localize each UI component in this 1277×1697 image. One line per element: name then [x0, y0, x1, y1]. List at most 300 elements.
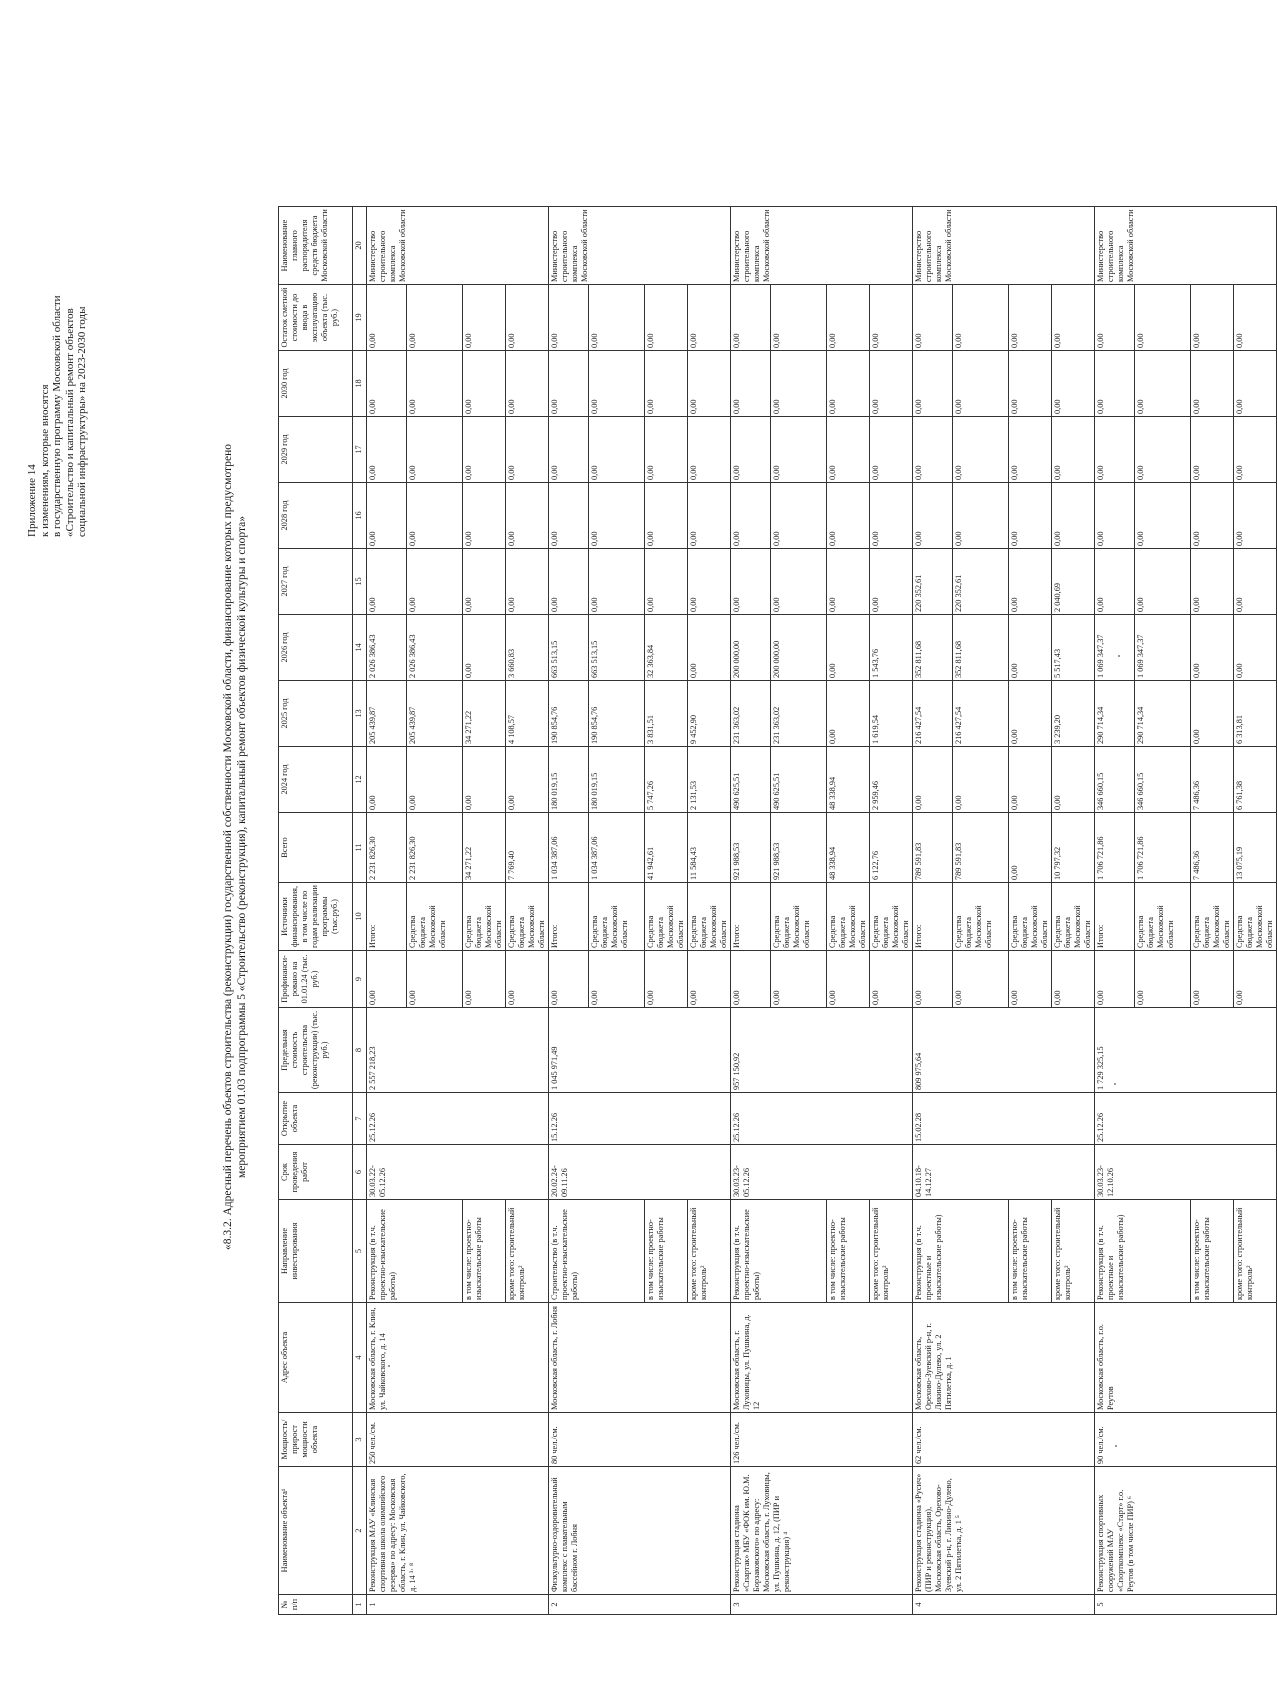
table-header-row — [279, 207, 353, 1615]
table-row — [1095, 207, 1135, 1615]
amount-cell: 352 811,68 — [913, 615, 953, 681]
amount-cell: 0,00 — [1009, 483, 1052, 549]
amount-cell: 0,00 — [549, 549, 589, 615]
amount-cell: 0,00 — [589, 285, 645, 351]
funding-source: Средства бюджета Московской области — [870, 883, 913, 951]
appendix-header — [26, 295, 89, 537]
amount-cell: 0,00 — [731, 285, 771, 351]
amount-cell: 1 706 721,86 — [1135, 813, 1191, 883]
amount-cell: 490 625,51 — [731, 747, 771, 813]
financed-amount: 0,00 — [771, 951, 827, 1008]
column-number: 4 — [353, 1303, 367, 1413]
budget-distributor: Министерство строительного комплекса Московской области — [731, 207, 913, 285]
object-address: Московская область, г. Клин, ул. Чайковского, д. 14 — [367, 1303, 549, 1413]
work-period: 20.02.24-09.11.26 — [549, 1145, 731, 1200]
amount-cell: 10 797,32 — [1052, 813, 1095, 883]
amount-cell: 346 660,15 — [1135, 747, 1191, 813]
investment-direction: в том числе: проектно-изыскательские работы — [645, 1200, 688, 1303]
amount-cell: 0,00 — [870, 351, 913, 417]
amount-cell: 0,00 — [1009, 549, 1052, 615]
object-address: Московская область, г. Луховицы, ул. Пушкина, д. 12 — [731, 1303, 913, 1413]
amount-cell: 2 131,53 — [688, 747, 731, 813]
amount-cell: 0,00 — [1191, 351, 1234, 417]
column-number: 1 — [353, 1595, 367, 1615]
table-row — [913, 207, 953, 1615]
funding-source: Итого: — [549, 883, 589, 951]
amount-cell: 7 769,40 — [506, 813, 549, 883]
column-number: 8 — [353, 1008, 367, 1093]
amount-cell: 0,00 — [1009, 747, 1052, 813]
header-line: Приложение 14 — [26, 464, 38, 537]
amount-cell: 0,00 — [407, 747, 463, 813]
object-capacity: 90 чел./см. — [1095, 1413, 1277, 1467]
object-capacity: 250 чел./см. — [367, 1413, 549, 1467]
financed-amount: 0,00 — [589, 951, 645, 1008]
amount-cell: 34 271,22 — [463, 813, 506, 883]
column-header: Предельная стоимость строительства (реконструкции) (тыс. руб.) — [279, 1008, 353, 1093]
funding-source: Средства бюджета Московской области — [463, 883, 506, 951]
amount-cell: 2 040,69 — [1052, 549, 1095, 615]
column-header: Наименование объекта¹ — [279, 1467, 353, 1595]
column-number: 19 — [353, 285, 367, 351]
object-address: Московская область, Орехово-Зуевский р-н, г. Ликино-Дулево, ул. 2 Пятилетка, д. 1 — [913, 1303, 1095, 1413]
amount-cell: 0,00 — [645, 351, 688, 417]
amount-cell: 0,00 — [731, 483, 771, 549]
column-number: 5 — [353, 1200, 367, 1303]
amount-cell: 7 486,36 — [1191, 747, 1234, 813]
funding-source: Средства бюджета Московской области — [1009, 883, 1052, 951]
table-row — [367, 207, 407, 1615]
amount-cell: 0,00 — [645, 417, 688, 483]
amount-cell: 290 714,34 — [1095, 681, 1135, 747]
amount-cell: 0,00 — [589, 417, 645, 483]
amount-cell: 0,00 — [367, 351, 407, 417]
column-header: 2030 год — [279, 351, 353, 417]
funding-source: Итого: — [367, 883, 407, 951]
amount-cell: 0,00 — [1095, 351, 1135, 417]
object-opening: 25.12.26 — [731, 1093, 913, 1145]
amount-cell: 1 619,54 — [870, 681, 913, 747]
amount-cell: 0,00 — [463, 747, 506, 813]
object-number: 4 — [913, 1595, 1095, 1615]
column-number: 2 — [353, 1467, 367, 1595]
amount-cell: 2 026 386,43 — [407, 615, 463, 681]
limit-cost: 2 557 218,23 — [367, 1008, 549, 1093]
amount-cell: 0,00 — [645, 285, 688, 351]
amount-cell: 0,00 — [771, 285, 827, 351]
amount-cell: 0,00 — [953, 483, 1009, 549]
amount-cell: 0,00 — [731, 417, 771, 483]
amount-cell: 0,00 — [870, 483, 913, 549]
column-number: 6 — [353, 1145, 367, 1200]
amount-cell: 0,00 — [1009, 417, 1052, 483]
work-period: 30.03.22-05.12.26 — [367, 1145, 549, 1200]
column-number: 17 — [353, 417, 367, 483]
financed-amount: 0,00 — [1095, 951, 1135, 1008]
amount-cell: 0,00 — [589, 351, 645, 417]
amount-cell: 0,00 — [589, 549, 645, 615]
amount-cell: 0,00 — [645, 549, 688, 615]
amount-cell: 663 513,15 — [549, 615, 589, 681]
amount-cell: 231 363,02 — [731, 681, 771, 747]
object-capacity: 62 чел./см. — [913, 1413, 1095, 1467]
amount-cell: 490 625,51 — [771, 747, 827, 813]
amount-cell: 0,00 — [549, 417, 589, 483]
address-list-table — [278, 206, 1277, 1615]
amount-cell: 0,00 — [1234, 615, 1277, 681]
financed-amount: 0,00 — [870, 951, 913, 1008]
amount-cell: 0,00 — [1052, 747, 1095, 813]
amount-cell: 0,00 — [771, 351, 827, 417]
amount-cell: 220 352,61 — [953, 549, 1009, 615]
amount-cell: 180 019,15 — [589, 747, 645, 813]
limit-cost: 1 045 971,49 — [549, 1008, 731, 1093]
amount-cell: 0,00 — [549, 351, 589, 417]
amount-cell: 2 959,46 — [870, 747, 913, 813]
header-line: социальной инфраструктуры» на 2023-2030 годы — [76, 306, 88, 537]
amount-cell: 0,00 — [688, 549, 731, 615]
amount-cell: 0,00 — [688, 351, 731, 417]
column-number: 10 — [353, 883, 367, 951]
amount-cell: 0,00 — [1191, 549, 1234, 615]
column-header: № п/п — [279, 1595, 353, 1615]
column-header: Наименование главного распорядителя средств бюджета Московской области — [279, 207, 353, 285]
amount-cell: 0,00 — [771, 483, 827, 549]
investment-direction: Реконструкция (в т.ч. проектно-изыскательские работы) — [367, 1200, 463, 1303]
column-header: Источники финансирования, в том числе по годам реализации программы (тыс.руб.) — [279, 883, 353, 951]
amount-cell: 1 034 387,06 — [589, 813, 645, 883]
amount-cell: 0,00 — [407, 351, 463, 417]
investment-direction: Реконструкция (в т.ч. проектно-изыскательские работы) — [731, 1200, 827, 1303]
amount-cell: 0,00 — [1135, 483, 1191, 549]
amount-cell: 0,00 — [771, 417, 827, 483]
column-number: 9 — [353, 951, 367, 1008]
amount-cell: 9 452,90 — [688, 681, 731, 747]
funding-source: Средства бюджета Московской области — [1191, 883, 1234, 951]
investment-direction: кроме того: строительный контроль² — [1234, 1200, 1277, 1303]
budget-distributor: Министерство строительного комплекса Московской области — [913, 207, 1095, 285]
budget-distributor: Министерство строительного комплекса Московской области — [367, 207, 549, 285]
column-header: 2028 год — [279, 483, 353, 549]
amount-cell: 0,00 — [407, 483, 463, 549]
investment-direction: кроме того: строительный контроль² — [688, 1200, 731, 1303]
financed-amount: 0,00 — [1191, 951, 1234, 1008]
column-header: Всего — [279, 813, 353, 883]
amount-cell: 216 427,54 — [953, 681, 1009, 747]
amount-cell: 0,00 — [463, 417, 506, 483]
financed-amount: 0,00 — [688, 951, 731, 1008]
amount-cell: 0,00 — [870, 285, 913, 351]
amount-cell: 1 069 347,37 — [1135, 615, 1191, 681]
amount-cell: 346 660,15 — [1095, 747, 1135, 813]
object-capacity: 80 чел./см. — [549, 1413, 731, 1467]
investment-direction: в том числе: проектно-изыскательские работы — [827, 1200, 870, 1303]
column-header: Открытие объекта — [279, 1093, 353, 1145]
object-opening: 25.12.26 — [367, 1093, 549, 1145]
financed-amount: 0,00 — [506, 951, 549, 1008]
financed-amount: 0,00 — [731, 951, 771, 1008]
funding-source: Итого: — [731, 883, 771, 951]
funding-source: Средства бюджета Московской области — [688, 883, 731, 951]
amount-cell: 0,00 — [1234, 417, 1277, 483]
header-line: «Строительство и капитальный ремонт объектов — [63, 308, 76, 537]
amount-cell: 180 019,15 — [549, 747, 589, 813]
table-row — [731, 207, 771, 1615]
investment-direction: в том числе: проектно-изыскательские работы — [1009, 1200, 1052, 1303]
object-name: Реконструкция спортивных сооружений МАУ «Спорткомплекс «Старт» г.о. Реутов (в том числе ПИР) ⁶ — [1095, 1467, 1277, 1595]
amount-cell: 0,00 — [827, 681, 870, 747]
amount-cell: 0,00 — [463, 615, 506, 681]
financed-amount: 0,00 — [367, 951, 407, 1008]
amount-cell: 0,00 — [463, 351, 506, 417]
financed-amount: 0,00 — [1234, 951, 1277, 1008]
amount-cell: 3 660,83 — [506, 615, 549, 681]
amount-cell: 0,00 — [1135, 285, 1191, 351]
amount-cell: 789 591,83 — [913, 813, 953, 883]
amount-cell: 0,00 — [506, 417, 549, 483]
scan-speck — [388, 1365, 390, 1367]
object-name: Реконструкция стадиона «Спартак» МБУ «ФОК им. Ю.М. Борзаковского» по адресу: Московская область, г. Луховицы, ул. Пушкина, д. 12, (ПИР и реконструкция) ⁴ — [731, 1467, 913, 1595]
column-number-row — [353, 207, 367, 1615]
investment-direction: в том числе: проектно-изыскательские работы — [1191, 1200, 1234, 1303]
amount-cell: 0,00 — [506, 483, 549, 549]
column-number: 3 — [353, 1413, 367, 1467]
investment-direction: Реконструкция (в т.ч. проектные и изыскательские работы) — [1095, 1200, 1191, 1303]
column-header: 2027 год — [279, 549, 353, 615]
amount-cell: 5 747,26 — [645, 747, 688, 813]
amount-cell: 0,00 — [827, 615, 870, 681]
amount-cell: 0,00 — [771, 549, 827, 615]
financed-amount: 0,00 — [645, 951, 688, 1008]
funding-source: Средства бюджета Московской области — [645, 883, 688, 951]
amount-cell: 0,00 — [1052, 483, 1095, 549]
object-opening: 15.02.28 — [913, 1093, 1095, 1145]
funding-source: Средства бюджета Московской области — [1234, 883, 1277, 951]
amount-cell: 0,00 — [827, 483, 870, 549]
amount-cell: 1 069 347,37 — [1095, 615, 1135, 681]
object-name: Реконструкция стадиона «Русич» (ПИР и реконструкция), Московская область, Орехово-Зуевский р-н, г. Ликино-Дулево, ул. 2 Пятилетка, д. 1 ⁵ — [913, 1467, 1095, 1595]
amount-cell: 0,00 — [506, 351, 549, 417]
funding-source: Средства бюджета Московской области — [771, 883, 827, 951]
amount-cell: 48 338,94 — [827, 747, 870, 813]
financed-amount: 0,00 — [953, 951, 1009, 1008]
scan-speck — [1114, 1083, 1116, 1085]
work-period: 30.03.23-05.12.26 — [731, 1145, 913, 1200]
column-number: 11 — [353, 813, 367, 883]
column-header: 2026 год — [279, 615, 353, 681]
financed-amount: 0,00 — [1052, 951, 1095, 1008]
amount-cell: 48 338,94 — [827, 813, 870, 883]
investment-direction: кроме того: строительный контроль² — [1052, 1200, 1095, 1303]
scan-speck — [1118, 655, 1120, 657]
amount-cell: 0,00 — [870, 549, 913, 615]
amount-cell: 0,00 — [1095, 285, 1135, 351]
amount-cell: 6 313,81 — [1234, 681, 1277, 747]
funding-source: Средства бюджета Московской области — [589, 883, 645, 951]
amount-cell: 0,00 — [913, 351, 953, 417]
header-line: к изменениям, которые вносятся — [38, 384, 51, 537]
financed-amount: 0,00 — [827, 951, 870, 1008]
object-opening: 25.12.26 — [1095, 1093, 1277, 1145]
amount-cell: 0,00 — [367, 747, 407, 813]
work-period: 04.10.18-14.12.27 — [913, 1145, 1095, 1200]
funding-source: Средства бюджета Московской области — [1052, 883, 1095, 951]
amount-cell: 1 543,76 — [870, 615, 913, 681]
investment-direction: кроме того: строительный контроль² — [870, 1200, 913, 1303]
column-number: 13 — [353, 681, 367, 747]
amount-cell: 0,00 — [731, 351, 771, 417]
amount-cell: 0,00 — [463, 285, 506, 351]
amount-cell: 0,00 — [953, 747, 1009, 813]
amount-cell: 32 363,84 — [645, 615, 688, 681]
amount-cell: 0,00 — [688, 483, 731, 549]
amount-cell: 352 811,68 — [953, 615, 1009, 681]
amount-cell: 0,00 — [731, 549, 771, 615]
scan-speck — [1115, 1445, 1117, 1447]
amount-cell: 0,00 — [827, 351, 870, 417]
funding-source: Средства бюджета Московской области — [953, 883, 1009, 951]
object-opening: 15.12.26 — [549, 1093, 731, 1145]
financed-amount: 0,00 — [463, 951, 506, 1008]
funding-source: Средства бюджета Московской области — [407, 883, 463, 951]
amount-cell: 200 000,00 — [731, 615, 771, 681]
amount-cell: 0,00 — [913, 747, 953, 813]
amount-cell: 0,00 — [463, 549, 506, 615]
amount-cell: 0,00 — [1009, 681, 1052, 747]
object-address: Московская область, г.о. Реутов — [1095, 1303, 1277, 1413]
amount-cell: 0,00 — [1234, 351, 1277, 417]
amount-cell: 0,00 — [1052, 351, 1095, 417]
amount-cell: 0,00 — [1234, 549, 1277, 615]
column-header: 2024 год — [279, 747, 353, 813]
amount-cell: 205 439,87 — [367, 681, 407, 747]
amount-cell: 4 108,57 — [506, 681, 549, 747]
amount-cell: 205 439,87 — [407, 681, 463, 747]
column-number: 12 — [353, 747, 367, 813]
table-row — [549, 207, 589, 1615]
amount-cell: 0,00 — [1191, 417, 1234, 483]
financed-amount: 0,00 — [549, 951, 589, 1008]
amount-cell: 231 363,02 — [771, 681, 827, 747]
object-number: 5 — [1095, 1595, 1277, 1615]
amount-cell: 0,00 — [1191, 483, 1234, 549]
amount-cell: 0,00 — [688, 615, 731, 681]
amount-cell: 0,00 — [1095, 549, 1135, 615]
column-number: 16 — [353, 483, 367, 549]
amount-cell: 0,00 — [506, 285, 549, 351]
amount-cell: 6 761,38 — [1234, 747, 1277, 813]
amount-cell: 0,00 — [549, 285, 589, 351]
amount-cell: 220 352,61 — [913, 549, 953, 615]
budget-distributor: Министерство строительного комплекса Московской области — [1095, 207, 1277, 285]
column-header: Остаток сметной стоимости до ввода в эксплуатацию объекта (тыс. руб.) — [279, 285, 353, 351]
amount-cell: 0,00 — [549, 483, 589, 549]
amount-cell: 1 034 387,06 — [549, 813, 589, 883]
budget-distributor: Министерство строительного комплекса Московской области — [549, 207, 731, 285]
amount-cell: 0,00 — [1009, 615, 1052, 681]
amount-cell: 7 486,36 — [1191, 813, 1234, 883]
amount-cell: 190 854,76 — [549, 681, 589, 747]
amount-cell: 2 231 826,30 — [407, 813, 463, 883]
amount-cell: 0,00 — [913, 483, 953, 549]
work-period: 30.03.23-12.10.26 — [1095, 1145, 1277, 1200]
amount-cell: 2 231 826,30 — [367, 813, 407, 883]
column-number: 7 — [353, 1093, 367, 1145]
amount-cell: 0,00 — [506, 747, 549, 813]
amount-cell: 0,00 — [1095, 417, 1135, 483]
amount-cell: 0,00 — [1095, 483, 1135, 549]
amount-cell: 0,00 — [1009, 813, 1052, 883]
object-name: Реконструкция МАУ «Клинская спортивная школа олимпийского резерва» по адресу: Московская область, г. Клин, ул. Чайковского, д. 14 ³· ⁸ — [367, 1467, 549, 1595]
amount-cell: 200 000,00 — [771, 615, 827, 681]
amount-cell: 0,00 — [870, 417, 913, 483]
amount-cell: 0,00 — [1052, 417, 1095, 483]
document-title-line-2: мероприятием 01.03 подпрограммы 5 «Строительство (реконструкция), капитальный ремонт объектов физической культуры и спорта» — [236, 516, 248, 1178]
amount-cell: 0,00 — [688, 417, 731, 483]
amount-cell: 216 427,54 — [913, 681, 953, 747]
amount-cell: 789 591,83 — [953, 813, 1009, 883]
amount-cell: 1 706 721,86 — [1095, 813, 1135, 883]
amount-cell: 0,00 — [688, 285, 731, 351]
funding-source: Средства бюджета Московской области — [506, 883, 549, 951]
amount-cell: 0,00 — [827, 285, 870, 351]
limit-cost: 957 150,92 — [731, 1008, 913, 1093]
amount-cell: 0,00 — [913, 285, 953, 351]
column-header: Профинанси-ровано на 01.01.24 (тыс. руб.) — [279, 951, 353, 1008]
amount-cell: 0,00 — [827, 417, 870, 483]
column-header: Мощность/ прирост мощности объекта — [279, 1413, 353, 1467]
amount-cell: 0,00 — [407, 285, 463, 351]
amount-cell: 663 513,15 — [589, 615, 645, 681]
amount-cell: 921 988,53 — [731, 813, 771, 883]
amount-cell: 0,00 — [1009, 351, 1052, 417]
object-number: 2 — [549, 1595, 731, 1615]
amount-cell: 0,00 — [407, 417, 463, 483]
amount-cell: 5 517,43 — [1052, 615, 1095, 681]
amount-cell: 0,00 — [1191, 285, 1234, 351]
funding-source: Средства бюджета Московской области — [1135, 883, 1191, 951]
amount-cell: 0,00 — [827, 549, 870, 615]
column-number: 20 — [353, 207, 367, 285]
header-line: в государственную программу Московской области — [51, 295, 63, 537]
amount-cell: 0,00 — [1135, 417, 1191, 483]
document-title-line-1: «8.3.2. Адресный перечень объектов строительства (реконструкции) государственной собственности Московской области, финансирование которых предусмотрено — [222, 444, 234, 1250]
financed-amount: 0,00 — [407, 951, 463, 1008]
amount-cell: 0,00 — [953, 351, 1009, 417]
amount-cell: 0,00 — [1135, 549, 1191, 615]
amount-cell: 0,00 — [1052, 285, 1095, 351]
amount-cell: 3 831,51 — [645, 681, 688, 747]
amount-cell: 34 271,22 — [463, 681, 506, 747]
amount-cell: 0,00 — [1234, 483, 1277, 549]
amount-cell: 190 854,76 — [589, 681, 645, 747]
column-number: 18 — [353, 351, 367, 417]
amount-cell: 0,00 — [367, 417, 407, 483]
financed-amount: 0,00 — [1009, 951, 1052, 1008]
object-number: 1 — [367, 1595, 549, 1615]
amount-cell: 13 075,19 — [1234, 813, 1277, 883]
amount-cell: 0,00 — [913, 417, 953, 483]
object-number: 3 — [731, 1595, 913, 1615]
column-number: 15 — [353, 549, 367, 615]
investment-direction: кроме того: строительный контроль² — [506, 1200, 549, 1303]
amount-cell: 11 584,43 — [688, 813, 731, 883]
investment-direction: в том числе: проектно-изыскательские работы — [463, 1200, 506, 1303]
limit-cost: 1 729 325,15 — [1095, 1008, 1277, 1093]
amount-cell: 0,00 — [463, 483, 506, 549]
amount-cell: 0,00 — [1191, 681, 1234, 747]
amount-cell: 0,00 — [367, 549, 407, 615]
